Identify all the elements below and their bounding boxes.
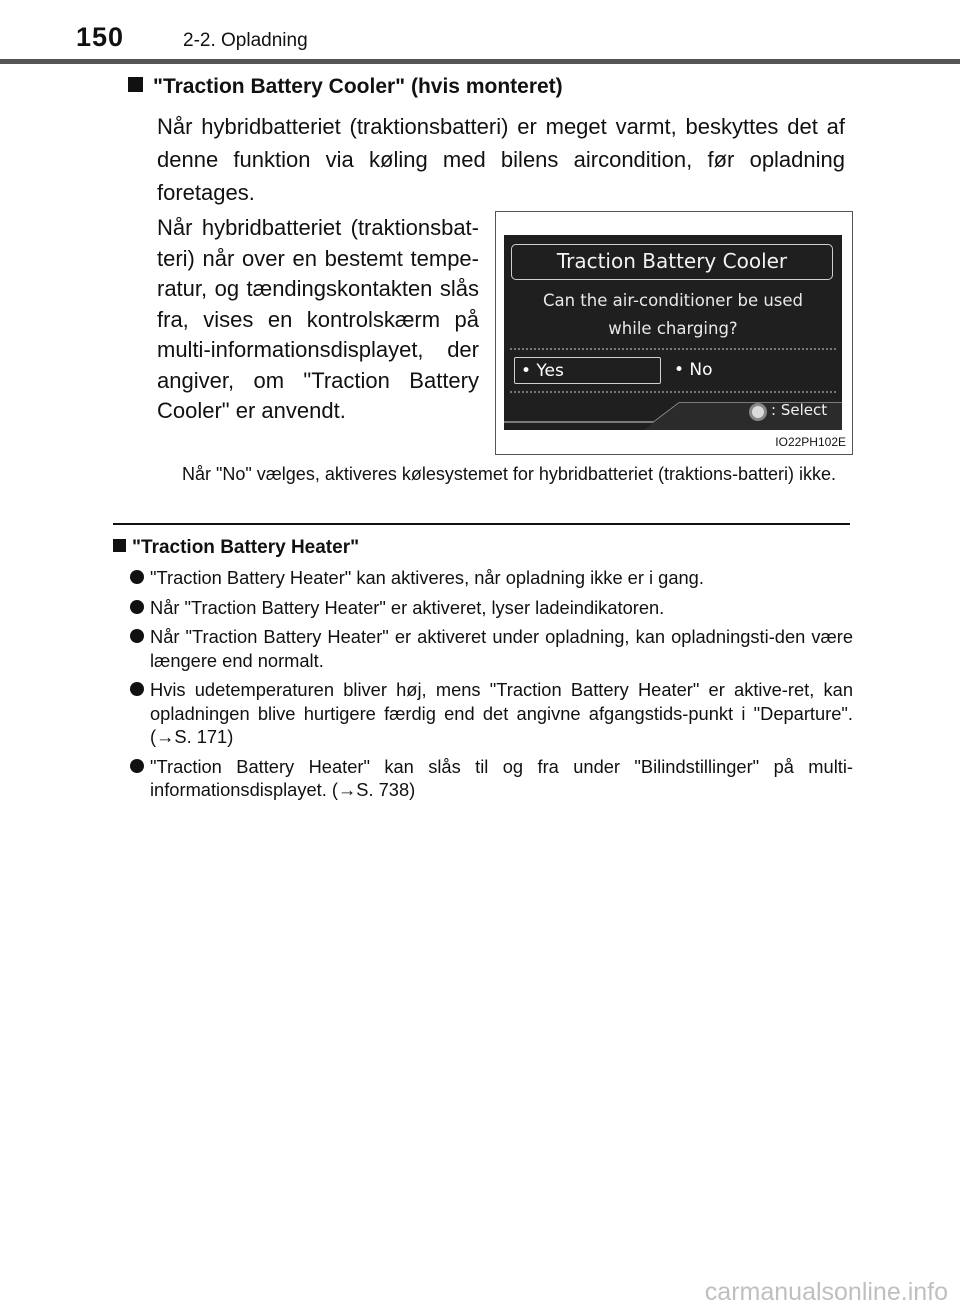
option-yes: • Yes (514, 357, 661, 384)
bullet-dot-icon (130, 759, 144, 773)
square-bullet-icon (128, 77, 143, 92)
list-item: "Traction Battery Heater" kan aktiveres, når opladning ikke er i gang. (130, 566, 853, 590)
figure-code: IO22PH102E (775, 435, 846, 449)
section-title-heater-text: "Traction Battery Heater" (132, 537, 360, 558)
controller-knob-icon (749, 403, 767, 421)
dotted-divider-bottom (510, 391, 836, 395)
list-item: Hvis udetemperaturen bliver høj, mens "Traction Battery Heater" er aktive-ret, kan opladningen blive hurtigere færdig end det angivne afgangstids-punkt i "Departure". (→S. 171) (130, 678, 853, 749)
list-item: "Traction Battery Heater" kan slås til og fra under "Bilindstillinger" på multi-informationsdisplayet. (→S. 738) (130, 755, 853, 802)
header-rule (0, 59, 960, 64)
screen-title-box (511, 244, 833, 280)
page-header (0, 0, 960, 64)
option-no: • No (674, 360, 713, 380)
cooler-screen-figure (495, 211, 853, 455)
section-title-cooler-text: "Traction Battery Cooler" (hvis monteret) (153, 75, 563, 98)
page-number: 150 (76, 22, 125, 52)
select-label: : Select (771, 401, 828, 419)
bullet-dot-icon (130, 600, 144, 614)
bullet-dot-icon (130, 570, 144, 584)
bullet-dot-icon (130, 682, 144, 696)
cooler-intro-paragraph: Når hybridbatteriet (traktionsbatteri) er meget varmt, beskyttes det af denne funktion via køling med bilens aircondition, før opladning foretages. (157, 114, 845, 205)
section-divider (113, 523, 850, 525)
footer-watermark: carmanualsonline.info (704, 1278, 948, 1306)
chapter-title: 2-2. Opladning (183, 30, 308, 51)
cooler-display-paragraph: Når hybridbatteriet (traktionsbat-teri) når over en bestemt tempe-ratur, og tændingskontakten slås fra, vises en kontrolskærm på multi-informationsdisplayet, der angiver, om "Traction Battery Cooler" er anvendt. (157, 215, 479, 423)
screen-question-line2: while charging? (608, 319, 738, 338)
section-title-heater (113, 537, 359, 559)
list-item: Når "Traction Battery Heater" er aktiveret, lyser ladeindikatoren. (130, 596, 853, 620)
heater-bullet-list (130, 566, 853, 808)
screen-question-line1: Can the air-conditioner be used (542, 291, 804, 310)
dotted-divider-top (510, 348, 836, 352)
bullet-dot-icon (130, 629, 144, 643)
list-item: Når "Traction Battery Heater" er aktiveret under opladning, kan opladningsti-den være længere end normalt. (130, 625, 853, 672)
screen-title: Traction Battery Cooler (556, 249, 788, 273)
screen-question (512, 287, 834, 343)
cooler-note: Når "No" vælges, aktiveres kølesystemet for hybridbatteriet (traktions-batteri) ikke. (182, 464, 836, 484)
multi-information-display (504, 235, 842, 430)
section-title-cooler (128, 75, 563, 99)
square-bullet-icon (113, 539, 126, 552)
